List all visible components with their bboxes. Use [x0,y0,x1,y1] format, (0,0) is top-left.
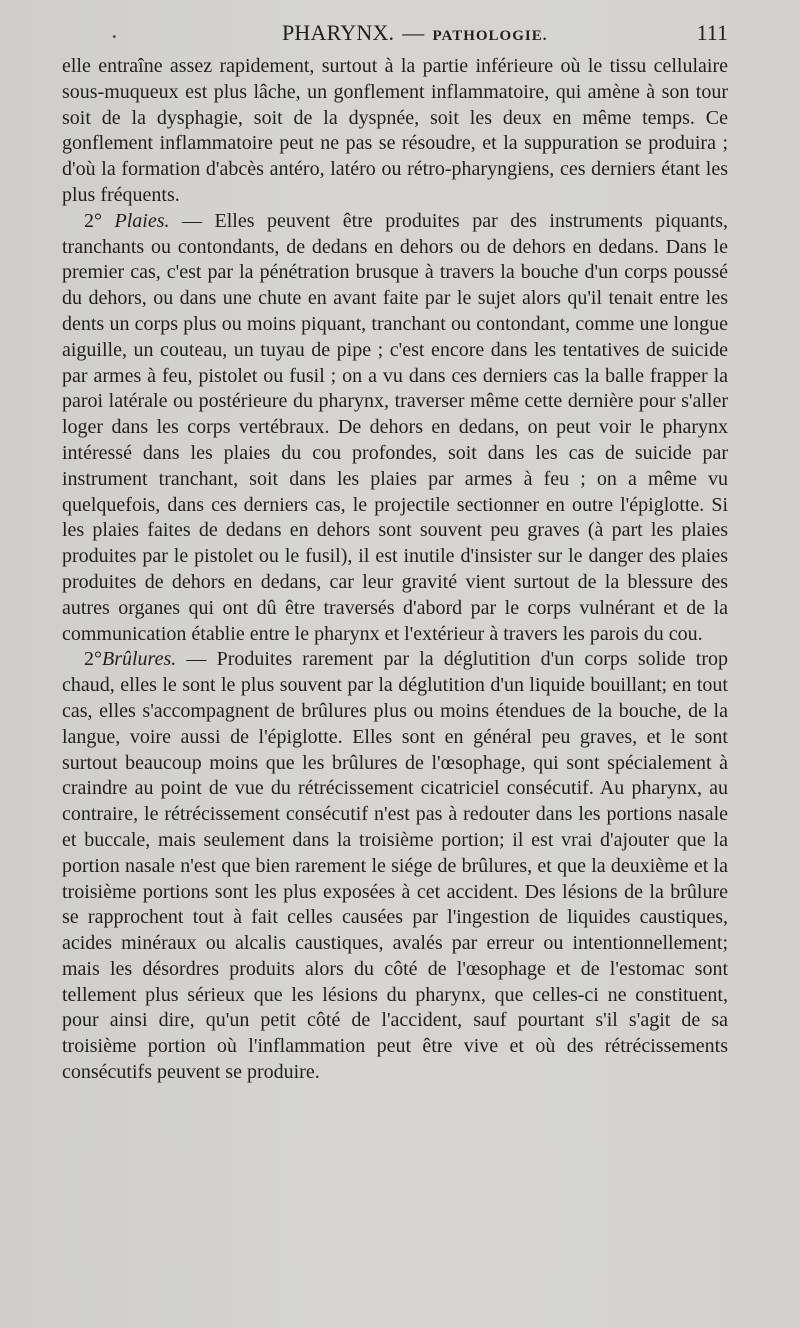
running-title-dash: — [402,20,425,45]
running-title-subtitle: PATHOLOGIE. [432,28,548,44]
section-title-brulures: Brûlures. [102,648,177,671]
page-number: 111 [696,20,728,45]
paragraph-text: — Produites rarement par la déglutition d'un corps solide trop chaud, elles le sont le plus souvent par la déglutition d'un liquide bouillant; en tout cas, elles s'accompagnent de brûlures plus ou moins étendues de la bouche, de la langue, voire aussi de l'épiglotte. Elles sont en général peu graves, et le sont surtout beaucoup moins que les brûlures de l'œsophage, qui sont spécialement à craindre au point de vue du rétrécissement cicatriciel consécutif. Au pharynx, au contraire, le rétrécissement consécutif n'est pas à redouter dans les portions nasale et buccale, mais seulement dans la troisième portion; il est vrai d'ajouter que la portion nasale n'est que bien rarement le siége de brûlures, et que la deuxième et la troisième portions sont les plus exposées à cet accident. Des lésions de la brûlure se rapprochent tout à fait celles causées par l'ingestion de liquides caustiques, acides minéraux ou alcalis caustiques, avalés par erreur ou intentionnellement; mais les désordres produits alors du côté de l'œsophage et de l'estomac sont tellement plus sérieux que les lésions du pharynx, que celles-ci ne constituent, pour ainsi dire, qu'un petit côté de l'accident, sauf pourtant s'il s'agit de sa troisième portion où l'inflammation peut être vive et où des rétrécissements consécutifs peuvent se produire. [62,648,728,1084]
printer-mark: • [112,29,117,44]
section-number: 2° [84,648,102,671]
paragraph-plaies [62,209,728,648]
section-number: 2° [84,209,102,232]
section-title-plaies: Plaies. [114,209,170,232]
paragraph-continuation [62,54,728,209]
paragraph-brulures [62,647,728,1086]
running-title [282,20,547,46]
running-head [62,20,728,54]
body-text [62,54,728,1086]
running-title-main: PHARYNX. [282,20,395,45]
paragraph-text: elle entraîne assez rapidement, surtout à la partie inférieure où le tissu cellulaire sous-muqueux est plus lâche, un gonflement inflammatoire, qui amène à son tour soit de la dysphagie, soit de la dyspnée, soit les deux en même temps. Ce gonflement inflammatoire peut ne pas se résoudre, et la suppuration se produira ; d'où la formation d'abcès antéro, latéro ou rétro-pharyngiens, ces derniers étant les plus fréquents. [62,55,728,206]
paragraph-text: — Elles peuvent être produites par des instruments piquants, tranchants ou contondants, de dedans en dehors ou de dehors en dedans. Dans le premier cas, c'est par la pénétration brusque à travers la bouche d'un corps poussé du dehors, ou dans une chute en avant faite par le sujet alors qu'il tenait entre les dents un corps plus ou moins piquant, tranchant ou contondant, comme une longue aiguille, un couteau, un tuyau de pipe ; c'est encore dans les tentatives de suicide par armes à feu, pistolet ou fusil ; on a vu dans ces derniers cas la balle frapper la paroi latérale ou postérieure du pharynx, traverser même cette dernière pour s'aller loger dans les corps vertébraux. De dehors en dedans, on peut voir le pharynx intéressé dans les plaies du cou profondes, soit dans les cas de suicide par instrument tranchant, soit dans les plaies par armes à feu ; on a même vu quelquefois, dans ces derniers cas, le projectile sectionner en outre l'épiglotte. Si les plaies faites de dedans en dehors sont souvent peu graves (à part les plaies produites par le pistolet ou le fusil), il est inutile d'insister sur le danger des plaies produites de dehors en dedans, car leur gravité vient surtout de la blessure des autres organes qui ont dû être traversés d'abord par le corps vulnérant et de la communication établie entre le pharynx et l'extérieur à travers les parois du cou. [62,209,728,645]
